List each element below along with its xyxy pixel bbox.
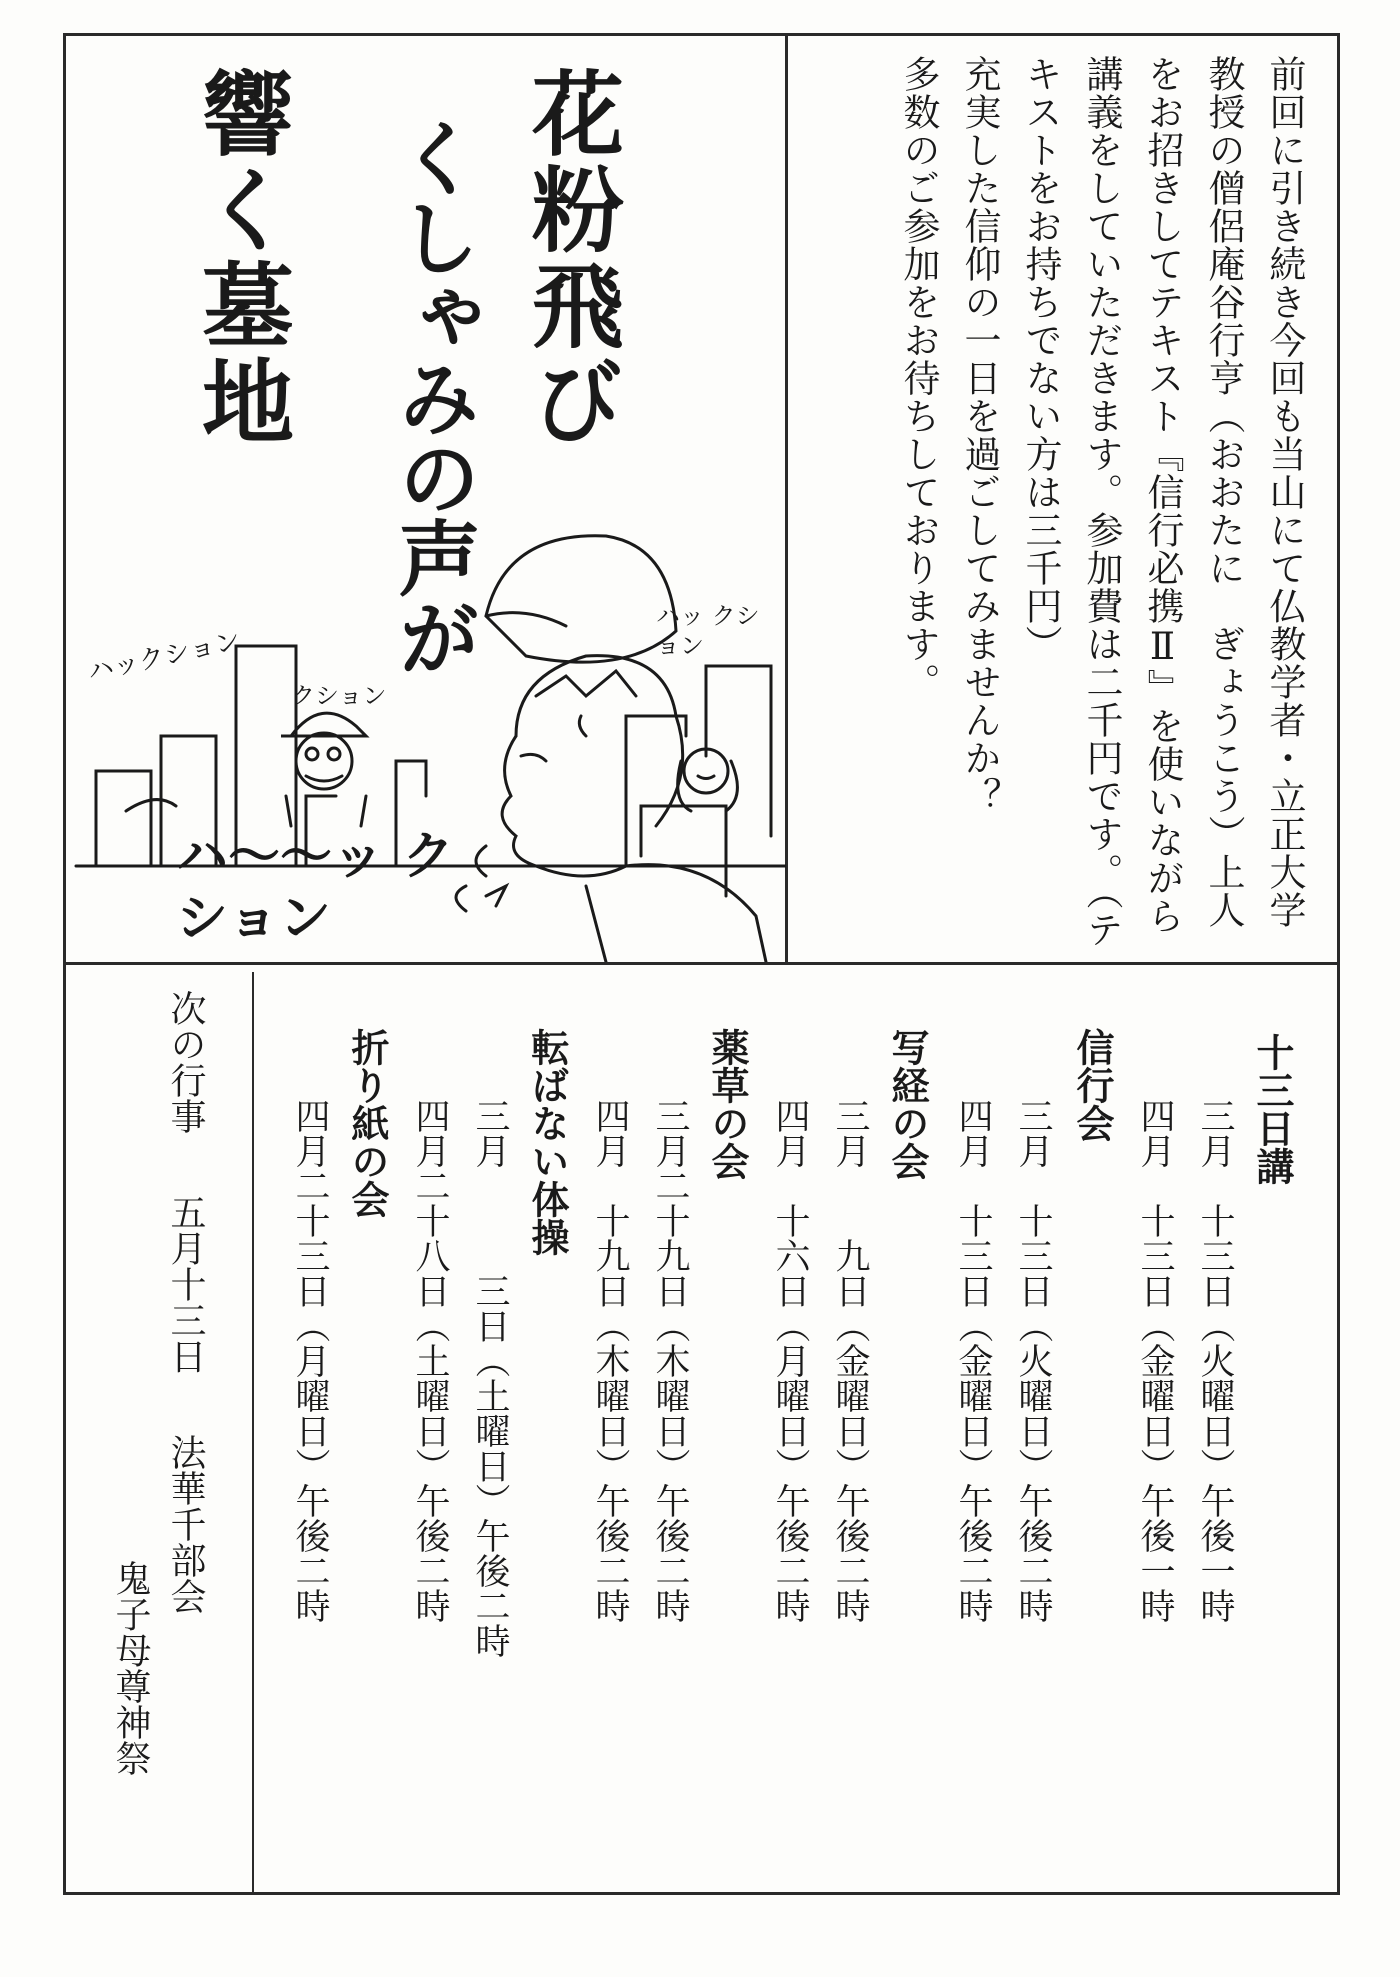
- row-month: 三月: [830, 1098, 870, 1168]
- row-weekday: （月曜日）: [770, 1308, 810, 1483]
- schedule-row: [405, 1098, 455, 1623]
- row-month: 三月: [1013, 1098, 1053, 1168]
- schedule-row: [465, 1098, 515, 1658]
- row-time: 午後二時: [470, 1518, 510, 1658]
- row-time: 午後二時: [830, 1483, 870, 1623]
- headline-line-1: 花粉飛び: [517, 66, 624, 450]
- row-month: 三月: [470, 1098, 510, 1168]
- row-month: 四月二十八日: [410, 1098, 450, 1308]
- row-day: 十三日: [1013, 1203, 1053, 1308]
- row-day: 十三日: [953, 1203, 993, 1308]
- schedule: [270, 1018, 1320, 1878]
- schedule-row: [825, 1098, 875, 1623]
- next-event-date: 五月十三日: [165, 1194, 206, 1374]
- row-weekday: （火曜日）: [1013, 1308, 1053, 1483]
- row-weekday: （月曜日）: [290, 1308, 330, 1483]
- row-month: 三月二十九日: [650, 1098, 690, 1308]
- row-day: 九日: [830, 1238, 870, 1308]
- headline-line-3: 響く墓地: [187, 66, 294, 450]
- row-time: 午後二時: [770, 1483, 810, 1623]
- schedule-row: [1130, 1098, 1180, 1623]
- row-day: 十六日: [770, 1203, 810, 1308]
- section-title: 薬草の会: [705, 1028, 750, 1180]
- row-month: 四月: [770, 1098, 810, 1168]
- paragraph-line: キストをお持ちでない方は三千円）: [1019, 55, 1062, 663]
- headline-line-2: くしゃみの声が: [385, 116, 480, 676]
- row-month: 四月: [1135, 1098, 1175, 1168]
- row-weekday: （金曜日）: [1135, 1308, 1175, 1483]
- row-day: 三日: [470, 1273, 510, 1343]
- row-time: 午後一時: [1195, 1483, 1235, 1623]
- row-weekday: （木曜日）: [650, 1308, 690, 1483]
- paragraph-line: をお招きしてテキスト『信行必携Ⅱ』を使いながら: [1141, 55, 1184, 935]
- next-event-label: 次の行事: [165, 990, 206, 1134]
- paragraph-line: 教授の僧侶庵谷行亨（おおたに ぎょうこう）上人: [1202, 55, 1245, 929]
- section-title: 十三日講: [1250, 1033, 1295, 1185]
- section-title: 折り紙の会: [345, 1028, 390, 1218]
- schedule-row: [1190, 1098, 1240, 1623]
- row-weekday: （金曜日）: [830, 1308, 870, 1483]
- row-day: 十三日: [1135, 1203, 1175, 1308]
- section-title: 信行会: [1070, 1028, 1115, 1142]
- row-weekday: （土曜日）: [410, 1308, 450, 1483]
- row-weekday: （木曜日）: [590, 1308, 630, 1483]
- paragraph-line: 前回に引き続き今回も当山にて仏教学者・立正大学: [1263, 55, 1306, 929]
- section-title: 写経の会: [885, 1028, 930, 1180]
- row-time: 午後二時: [410, 1483, 450, 1623]
- sound-left: ハックション: [85, 626, 244, 688]
- row-weekday: （土曜日）: [470, 1343, 510, 1518]
- row-time: 午後二時: [1013, 1483, 1053, 1623]
- row-month: 四月: [590, 1098, 630, 1168]
- row-time: 午後二時: [290, 1483, 330, 1623]
- next-event-second: 鬼子母尊神祭: [110, 1560, 151, 1776]
- next-event-1: 法華千部会: [165, 1434, 206, 1614]
- haiku-illustration: [66, 36, 786, 962]
- next-event: [160, 990, 211, 1614]
- schedule-row: [1008, 1098, 1058, 1623]
- row-month: 三月: [1195, 1098, 1235, 1168]
- sound-main: ハ〜〜ッ クション: [176, 827, 455, 949]
- row-day: 十三日: [1195, 1203, 1235, 1308]
- row-weekday: （金曜日）: [953, 1308, 993, 1483]
- row-day: 十九日: [590, 1203, 630, 1308]
- bottom-divider-vertical: [252, 972, 254, 1892]
- row-time: 午後二時: [650, 1483, 690, 1623]
- schedule-row: [645, 1098, 695, 1623]
- schedule-row: [285, 1098, 335, 1623]
- row-time: 午後二時: [590, 1483, 630, 1623]
- sound-center: クション: [291, 682, 387, 710]
- schedule-row: [585, 1098, 635, 1623]
- sound-right: ハッ クション: [656, 602, 760, 660]
- paragraph-line: 多数のご参加をお待ちしております。: [897, 55, 940, 701]
- row-weekday: （火曜日）: [1195, 1308, 1235, 1483]
- row-month: 四月: [953, 1098, 993, 1168]
- row-month: 四月二十三日: [290, 1098, 330, 1308]
- paragraph-line: 充実した信仰の一日を過ごしてみませんか？: [958, 55, 1001, 815]
- row-time: 午後二時: [953, 1483, 993, 1623]
- intro-paragraph: [815, 55, 1315, 965]
- sneeze-drawing: [66, 36, 786, 962]
- section-title: 転ばない体操: [525, 1028, 570, 1256]
- schedule-row: [948, 1098, 998, 1623]
- row-time: 午後一時: [1135, 1483, 1175, 1623]
- schedule-row: [765, 1098, 815, 1623]
- paragraph-line: 講義をしていただきます。参加費は二千円です。（テ: [1080, 55, 1123, 949]
